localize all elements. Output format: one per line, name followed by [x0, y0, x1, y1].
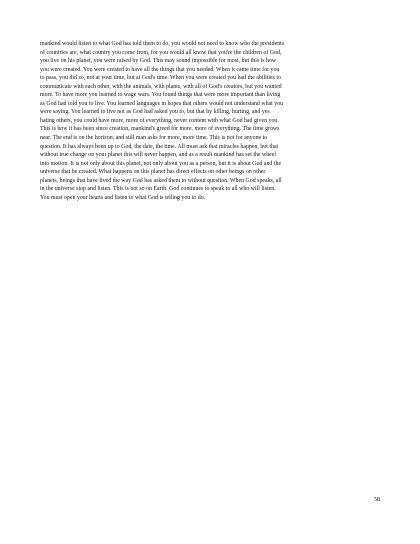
text-line: without true change on your planet this will never happen, and as a result mankind has set the wheel	[40, 152, 277, 159]
text-line: universe that he created. What happens on this planet has direct effects on other beings on other	[40, 169, 266, 176]
text-line: near. The end is on the horizon, and still man asks for more, more time. This is not for anyone to	[40, 135, 268, 142]
text-line: planets, beings that have lived the way God has asked them to without question. When God speaks, all	[40, 177, 282, 184]
body-paragraph	[40, 40, 386, 202]
text-line: of countries are, what country you come from, for you would all know that you're the children of God,	[40, 49, 282, 56]
text-line: You must open your hearts and listen to what God is telling you to do.	[40, 194, 206, 201]
text-line: hating others, you could have more, more of everything, never content with what God had given you.	[40, 117, 279, 124]
text-line: were saying. You learned to live not as God had asked you to, but that by killing, hurting, and yes	[40, 109, 270, 116]
text-line: more. To have more you learned to wage wars. You found things that were more important than living	[40, 92, 281, 99]
text-line: mankind would listen to what God has told them to do, you would not need to know who the presidents	[40, 41, 285, 47]
text-line: communicate with each other, with the animals, with plants, with all of God's creators, but you wanted	[40, 83, 282, 90]
page-number: 58	[373, 496, 380, 503]
text-line: you were created. You were created to have all the things that you needed. When it came time for you	[40, 66, 280, 73]
text-line: This is how it has been since creation, mankind's greed for more, more of everything. The time grows	[40, 126, 280, 133]
text-line: into motion. It is not only about this planet, not only about you as a person, but it is about God and the	[40, 160, 282, 167]
text-line: question. It has always been up to God, the date, the time. All must ask that miracles happen, but that	[40, 143, 279, 150]
text-line: in the universe stop and listen. This is not so on Earth. God continues to speak to all who will listen.	[40, 186, 276, 193]
text-line: you live on his planet, you were raised by God. This may sound impossible for most, but this is how	[40, 58, 277, 65]
text-line: as God had told you to live. You learned languages in hopes that others would not understand what you	[40, 100, 284, 107]
text-line: to pass, you did so, not at your time, but at God's time. When you were created you had the abilities to	[40, 75, 281, 82]
